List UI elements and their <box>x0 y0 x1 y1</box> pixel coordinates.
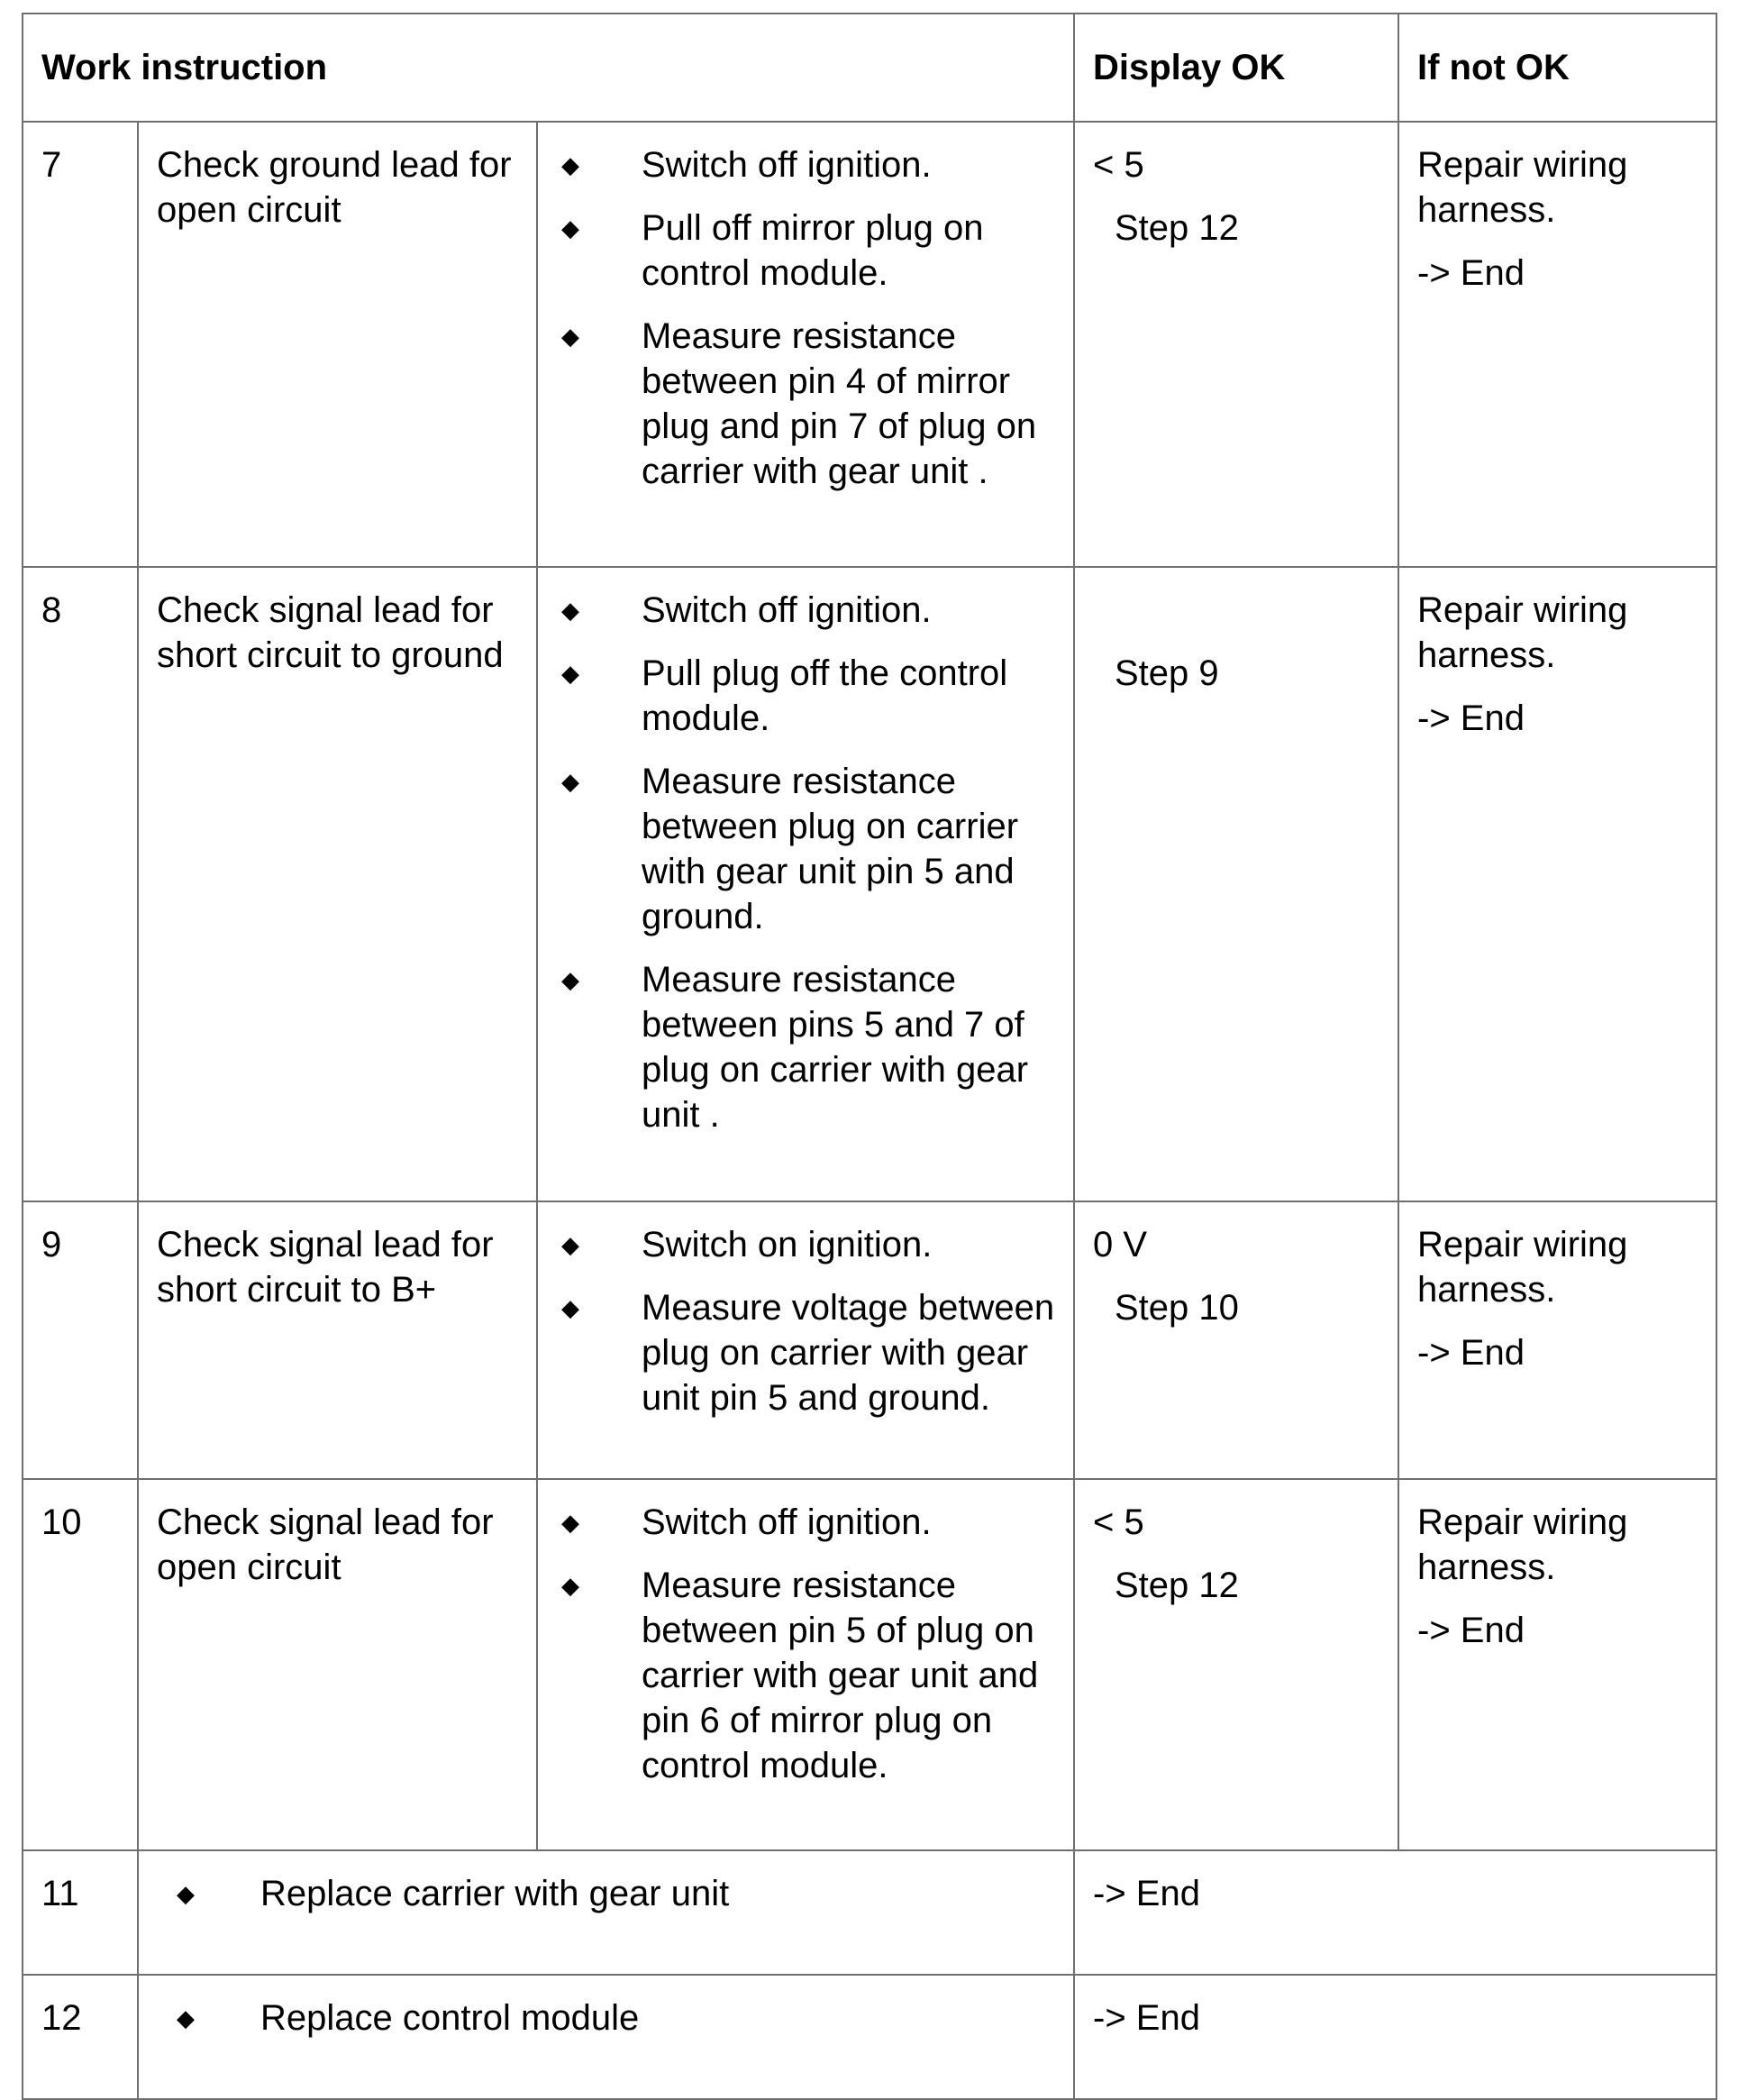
check-description: Check signal lead for short circuit to ground <box>138 567 537 1201</box>
check-description: Check signal lead for open circuit <box>138 1479 537 1850</box>
step-number: 11 <box>23 1850 138 1975</box>
bullet-diamond-icon: ◆ <box>561 660 579 687</box>
step-text: Measure resistance between pin 4 of mirror plug and pin 7 of plug on carrier with gear unit . <box>642 316 1037 491</box>
not-ok-next: -> End <box>1417 1333 1525 1373</box>
list-item <box>556 759 1055 939</box>
bullet-diamond-icon: ◆ <box>177 1880 195 1907</box>
list-item <box>556 651 1055 741</box>
list-item <box>556 205 1055 296</box>
list-item <box>556 314 1055 494</box>
not-ok-cell <box>1398 122 1716 567</box>
work-instruction-table <box>22 13 1717 2100</box>
display-value: < 5 <box>1093 1502 1144 1542</box>
not-ok-action: Repair wiring harness. <box>1417 590 1628 675</box>
check-description: Check ground lead for open circuit <box>138 122 537 567</box>
bullet-diamond-icon: ◆ <box>561 1231 579 1258</box>
bullet-diamond-icon: ◆ <box>561 151 579 178</box>
step-number: 9 <box>23 1201 138 1479</box>
not-ok-cell <box>1398 1479 1716 1850</box>
step-text: Measure resistance between plug on carrier with gear unit pin 5 and ground. <box>642 762 1019 936</box>
bullet-diamond-icon: ◆ <box>177 2004 195 2032</box>
display-ok-cell <box>1074 1479 1398 1850</box>
step-text: Switch off ignition. <box>642 145 932 185</box>
step-text: Pull plug off the control module. <box>642 653 1008 738</box>
bullet-diamond-icon: ◆ <box>561 768 579 795</box>
list-item <box>157 1995 1055 2041</box>
list-item <box>556 142 1055 187</box>
table-row-step-12 <box>23 1975 1716 2099</box>
list-item <box>556 1222 1055 1267</box>
step-text: Measure resistance between pin 5 of plug on carrier with gear unit and pin 6 of mirror plug on control module. <box>642 1566 1039 1785</box>
table-row-step-11 <box>23 1850 1716 1975</box>
step-number: 10 <box>23 1479 138 1850</box>
instruction-steps <box>537 1479 1074 1850</box>
list-item <box>556 957 1055 1137</box>
display-ok-cell <box>1074 122 1398 567</box>
display-next-step: Step 12 <box>1115 1566 1239 1605</box>
final-action-text: Replace control module <box>260 1998 640 2038</box>
bullet-diamond-icon: ◆ <box>561 215 579 242</box>
instruction-steps <box>537 122 1074 567</box>
list-item <box>157 1871 1055 1916</box>
not-ok-next: -> End <box>1417 1611 1525 1650</box>
final-action-cell <box>138 1850 1074 1975</box>
not-ok-cell <box>1398 567 1716 1201</box>
step-text: Measure voltage between plug on carrier with gear unit pin 5 and ground. <box>642 1288 1055 1418</box>
step-number: 8 <box>23 567 138 1201</box>
bullet-diamond-icon: ◆ <box>561 1509 579 1536</box>
header-work-instruction: Work instruction <box>23 14 1074 122</box>
list-item <box>556 1285 1055 1420</box>
final-result: -> End <box>1074 1975 1716 2099</box>
step-text: Switch off ignition. <box>642 590 932 630</box>
bullet-diamond-icon: ◆ <box>561 1294 579 1321</box>
step-text: Pull off mirror plug on control module. <box>642 208 984 293</box>
display-next-step: Step 10 <box>1115 1288 1239 1328</box>
table-row-step-7 <box>23 122 1716 567</box>
bullet-diamond-icon: ◆ <box>561 966 579 993</box>
display-next-step: Step 9 <box>1115 653 1219 693</box>
table-row-step-9 <box>23 1201 1716 1479</box>
instruction-steps <box>537 567 1074 1201</box>
not-ok-action: Repair wiring harness. <box>1417 145 1628 230</box>
list-item <box>556 1500 1055 1545</box>
display-value: 0 V <box>1093 1225 1148 1265</box>
bullet-diamond-icon: ◆ <box>561 323 579 350</box>
bullet-diamond-icon: ◆ <box>561 597 579 624</box>
step-number: 12 <box>23 1975 138 2099</box>
list-item <box>556 1563 1055 1788</box>
final-result: -> End <box>1074 1850 1716 1975</box>
step-text: Measure resistance between pins 5 and 7 of plug on carrier with gear unit . <box>642 960 1029 1135</box>
not-ok-action: Repair wiring harness. <box>1417 1502 1628 1587</box>
table-header-row <box>23 14 1716 122</box>
not-ok-next: -> End <box>1417 253 1525 293</box>
not-ok-action: Repair wiring harness. <box>1417 1225 1628 1310</box>
step-number: 7 <box>23 122 138 567</box>
display-value: < 5 <box>1093 145 1144 185</box>
bullet-diamond-icon: ◆ <box>561 1572 579 1599</box>
check-description: Check signal lead for short circuit to B+ <box>138 1201 537 1479</box>
final-action-cell <box>138 1975 1074 2099</box>
not-ok-cell <box>1398 1201 1716 1479</box>
table-row-step-8 <box>23 567 1716 1201</box>
step-text: Switch off ignition. <box>642 1502 932 1542</box>
step-text: Switch on ignition. <box>642 1225 933 1265</box>
display-ok-cell <box>1074 1201 1398 1479</box>
final-action-text: Replace carrier with gear unit <box>260 1874 730 1913</box>
header-if-not-ok: If not OK <box>1398 14 1716 122</box>
not-ok-next: -> End <box>1417 698 1525 738</box>
display-next-step: Step 12 <box>1115 208 1239 248</box>
table-row-step-10 <box>23 1479 1716 1850</box>
list-item <box>556 588 1055 633</box>
instruction-steps <box>537 1201 1074 1479</box>
display-ok-cell <box>1074 567 1398 1201</box>
display-value <box>1093 588 1379 633</box>
header-display-ok: Display OK <box>1074 14 1398 122</box>
